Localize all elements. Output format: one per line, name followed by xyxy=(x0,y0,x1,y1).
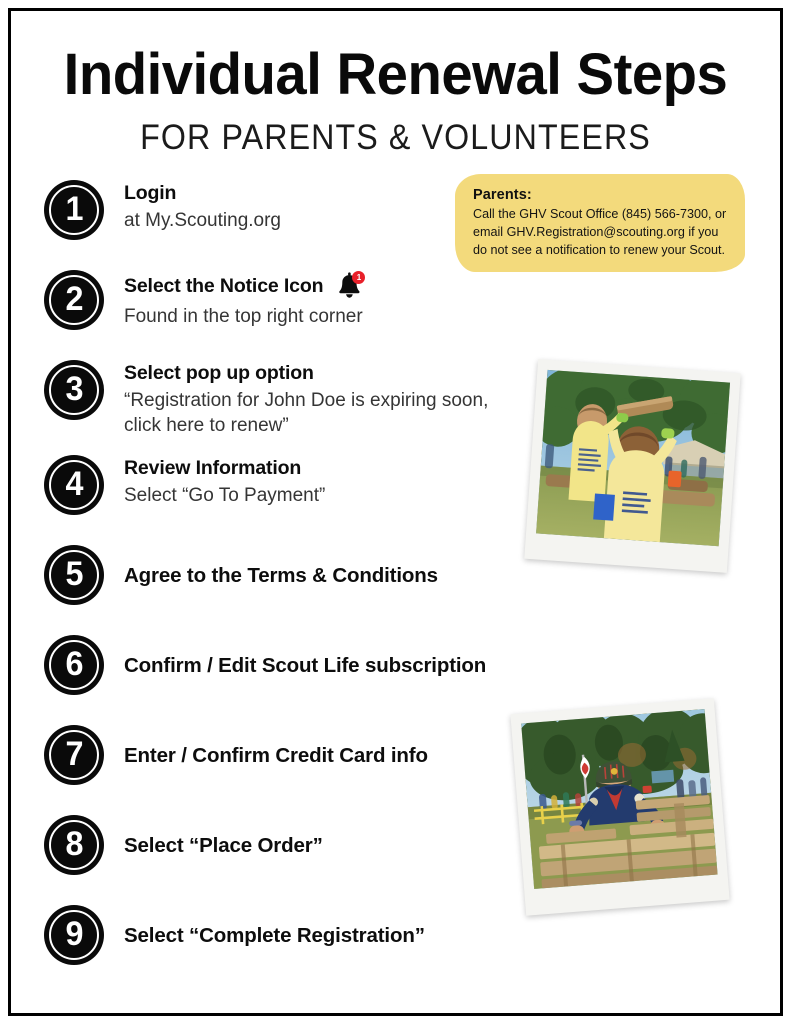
step-title-text-4: Review Information xyxy=(124,457,302,479)
step-sub-4: Select “Go To Payment” xyxy=(124,484,326,506)
callout-title: Parents: xyxy=(473,187,532,203)
step-number-4: 4 xyxy=(65,465,83,503)
step-text-8 xyxy=(124,815,323,875)
step-text-6 xyxy=(124,635,486,695)
step-number-9: 9 xyxy=(65,915,83,953)
step-title-text-5: Agree to the Terms & Conditions xyxy=(124,563,438,587)
photo-scouts-lifting-log xyxy=(524,359,740,573)
step-number-3: 3 xyxy=(65,370,83,408)
photo-image-scouts-lifting-log xyxy=(536,370,730,546)
step-title-2 xyxy=(124,272,363,302)
parents-callout xyxy=(455,174,745,272)
step-title-9 xyxy=(124,923,425,948)
step-number-5: 5 xyxy=(65,555,83,593)
step-title-1 xyxy=(124,182,281,206)
step-sub-2: Found in the top right corner xyxy=(124,306,363,327)
step-item-1 xyxy=(44,180,281,240)
step-item-6 xyxy=(44,635,486,695)
step-number-7: 7 xyxy=(65,735,83,773)
step-item-5 xyxy=(44,545,438,605)
step-number-badge-7 xyxy=(44,725,104,785)
step-text-1 xyxy=(124,180,281,233)
step-title-text-3: Select pop up option xyxy=(124,362,314,384)
step-text-7 xyxy=(124,725,428,785)
step-item-4 xyxy=(44,455,325,515)
step-number-8: 8 xyxy=(65,825,83,863)
step-title-text-2: Select the Notice Icon xyxy=(124,275,324,298)
step-text-4 xyxy=(124,455,325,508)
step-number-badge-4 xyxy=(44,455,104,515)
step-number-2: 2 xyxy=(65,280,83,318)
step-sub-3: “Registration for John Doe is expiring soon, click here to renew” xyxy=(124,389,489,436)
bell-notification-icon xyxy=(336,272,363,302)
step-title-4 xyxy=(124,457,325,481)
step-item-7 xyxy=(44,725,428,785)
photo-scout-climbing-pallets xyxy=(510,698,729,915)
step-number-badge-9 xyxy=(44,905,104,965)
step-number-1: 1 xyxy=(65,190,83,228)
step-item-9 xyxy=(44,905,425,965)
step-number-badge-2 xyxy=(44,270,104,330)
step-text-9 xyxy=(124,905,425,965)
step-number-badge-3 xyxy=(44,360,104,420)
step-title-6 xyxy=(124,653,486,678)
step-item-8 xyxy=(44,815,323,875)
step-title-text-8: Select “Place Order” xyxy=(124,833,323,857)
poster-header xyxy=(0,42,791,158)
page-title: Individual Renewal Steps xyxy=(63,42,728,107)
step-text-2 xyxy=(124,270,363,329)
step-title-7 xyxy=(124,743,428,768)
step-item-3 xyxy=(44,360,504,438)
photo-image-scout-climbing-pallets xyxy=(521,709,717,889)
step-number-6: 6 xyxy=(65,645,83,683)
step-text-3 xyxy=(124,360,504,438)
step-title-text-6: Confirm / Edit Scout Life subscription xyxy=(124,653,487,677)
step-title-5 xyxy=(124,563,438,588)
step-title-text-9: Select “Complete Registration” xyxy=(124,923,425,947)
step-title-text-1: Login xyxy=(124,182,177,204)
notification-count-badge: 1 xyxy=(352,271,365,284)
step-number-badge-1 xyxy=(44,180,104,240)
step-title-8 xyxy=(124,833,323,858)
step-title-3 xyxy=(124,362,504,386)
step-sub-1: at My.Scouting.org xyxy=(124,209,282,231)
step-item-2 xyxy=(44,270,363,330)
step-title-text-7: Enter / Confirm Credit Card info xyxy=(124,743,428,767)
step-number-badge-8 xyxy=(44,815,104,875)
page-subtitle: FOR PARENTS & VOLUNTEERS xyxy=(140,118,651,157)
callout-body: Call the GHV Scout Office (845) 566-7300, or email GHV.Registration@scouting.org if you do not see a notification to renew your Scout. xyxy=(473,207,727,257)
step-text-5 xyxy=(124,545,438,605)
step-number-badge-5 xyxy=(44,545,104,605)
step-number-badge-6 xyxy=(44,635,104,695)
